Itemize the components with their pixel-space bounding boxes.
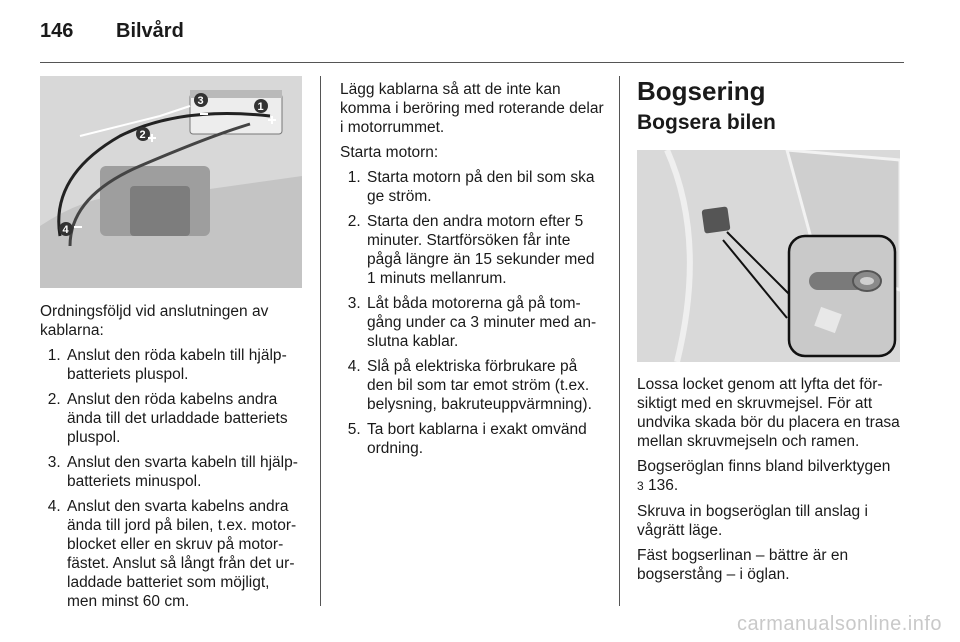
section-title: Bilvård [116, 20, 184, 42]
connection-steps [40, 346, 302, 611]
towing-text: Skruva in bogseröglan till anslag i vågrätt läge. [637, 503, 868, 539]
jump-start-figure [40, 76, 302, 288]
connection-step: 1. Anslut den röda kabeln till hjälpbatteriets pluspol. [65, 346, 302, 384]
start-step: 1. Starta motorn på den bil som ska ge ström. [365, 168, 606, 206]
page-header [40, 20, 184, 43]
towing-eye-figure [637, 150, 900, 362]
column-3-text [637, 375, 903, 590]
towing-text: Fäst bogserlinan – bättre är en bogserstång – i öglan. [637, 547, 849, 583]
figure-label-4: 4 [62, 224, 69, 236]
start-step: 5. Ta bort kablarna i exakt omvänd ordning. [365, 420, 606, 458]
start-step: 3. Låt båda motorerna gå på tomgång under ca 3 minuter med anslutna kablar. [365, 294, 606, 351]
start-step: 2. Starta den andra motorn efter 5 minuter. Startförsöken får inte pågå längre än 15 sekunder med 1 minuts mellanrum. [365, 212, 606, 288]
cable-routing-text: Lägg kablarna så att de inte kan komma i beröring med roterande delar i motorrummet. [340, 81, 604, 136]
figure-label-1: 1 [257, 101, 264, 113]
subsection-heading: Bogsera bilen [637, 111, 776, 134]
towing-text: Bogseröglan finns bland bilverktygen 3 136. [637, 458, 891, 494]
start-steps [340, 168, 606, 458]
start-engine-label: Starta motorn: [340, 144, 439, 161]
connection-step: 2. Anslut den röda kabelns andra ända till det urladdade batteriets pluspol. [65, 390, 302, 447]
header-rule [40, 62, 904, 63]
column-divider-2 [619, 76, 620, 606]
connection-step: 4. Anslut den svarta kabelns andra ända till jord på bilen, t.ex. motorblocket eller en skruv på motorfästet. Anslut så långt från det urladdade batteriet som möjligt, men minst 60 cm. [65, 497, 302, 611]
watermark: carmanualsonline.info [736, 613, 942, 635]
page-number: 146 [40, 20, 74, 42]
column-2 [340, 80, 606, 464]
towing-text: Lossa locket genom att lyfta det försiktigt med en skruvmejsel. För att undvika skada bör du placera en trasa mellan skruvmejseln och ramen. [637, 376, 900, 450]
column-3 [637, 76, 901, 136]
connection-intro: Ordningsföljd vid anslutningen av kablarna: [40, 303, 269, 339]
column-divider-1 [320, 76, 321, 606]
figure-label-2: 2 [139, 129, 146, 141]
column-1 [40, 302, 302, 617]
section-heading: Bogsering [637, 76, 766, 106]
figure-label-3: 3 [197, 95, 204, 107]
reference-page-link[interactable]: 136. [648, 477, 679, 494]
start-step: 4. Slå på elektriska förbrukare på den bil som tar emot ström (t.ex. belysning, bakruteuppvärmning). [365, 357, 606, 414]
connection-step: 3. Anslut den svarta kabeln till hjälpbatteriets minuspol. [65, 453, 302, 491]
reference-arrow-icon: 3 [637, 479, 644, 493]
